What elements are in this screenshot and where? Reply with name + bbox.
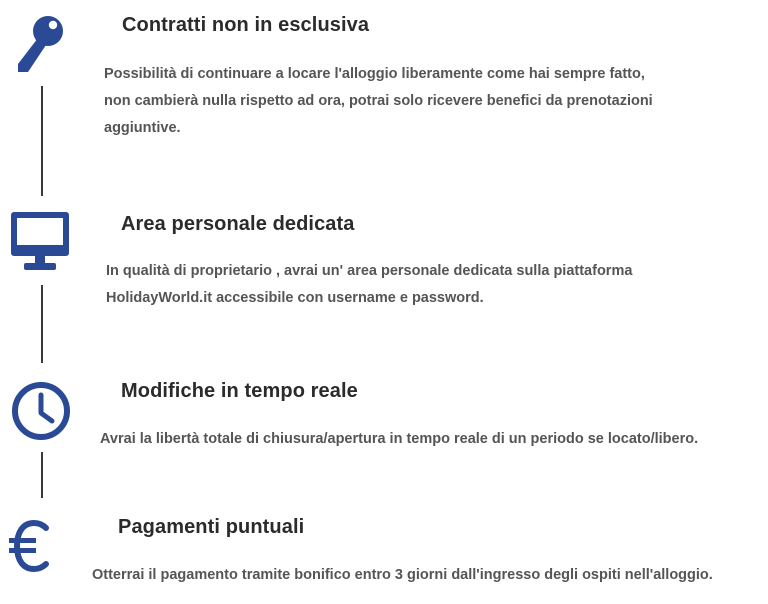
feature-description-contracts (104, 61, 744, 142)
timeline-connector (41, 452, 43, 498)
feature-title-realtime: Modifiche in tempo reale (121, 380, 358, 402)
monitor-icon (11, 212, 71, 274)
feature-title-payments: Pagamenti puntuali (118, 516, 305, 538)
feature-description-personal-area (106, 258, 746, 312)
description-line: In qualità di proprietario , avrai un' area personale dedicata sulla piattaforma (106, 263, 633, 279)
euro-icon (8, 520, 52, 572)
feature-title-contracts: Contratti non in esclusiva (122, 14, 370, 36)
description-line: HolidayWorld.it accessibile con username e password. (106, 290, 484, 306)
timeline-connector (41, 86, 43, 196)
key-icon (14, 14, 66, 74)
timeline-connector (41, 285, 43, 363)
description-line: Avrai la libertà totale di chiusura/apertura in tempo reale di un periodo se locato/libero. (100, 431, 699, 447)
clock-icon (10, 380, 72, 442)
description-line: Possibilità di continuare a locare l'alloggio liberamente come hai sempre fatto, (104, 66, 645, 82)
description-line: Otterrai il pagamento tramite bonifico entro 3 giorni dall'ingresso degli ospiti nell'alloggio. (92, 567, 713, 583)
feature-description-realtime (100, 426, 760, 453)
description-line: aggiuntive. (104, 120, 181, 136)
feature-title-personal-area: Area personale dedicata (121, 213, 355, 235)
feature-description-payments (92, 562, 762, 589)
description-line: non cambierà nulla rispetto ad ora, potrai solo ricevere benefici da prenotazioni (104, 93, 653, 109)
